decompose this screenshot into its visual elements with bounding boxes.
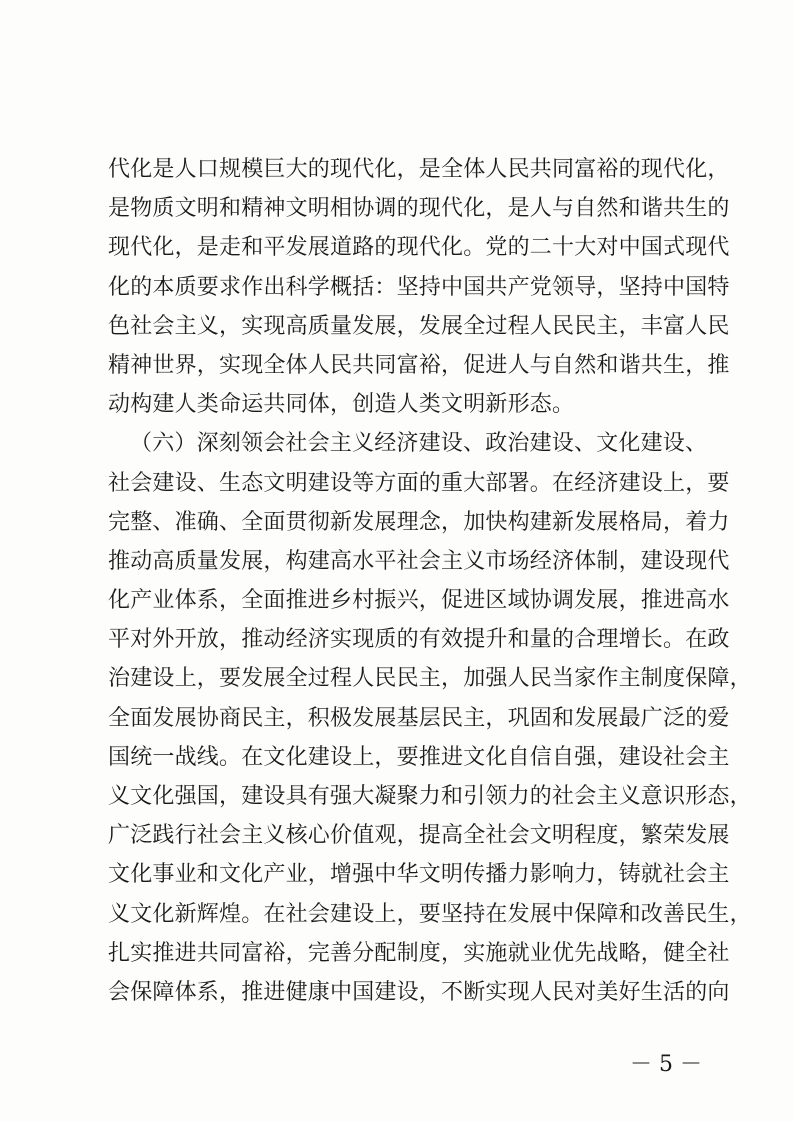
- text-line: 精神世界，实现全体人民共同富裕，促进人与自然和谐共生，推: [108, 352, 730, 378]
- paragraph-first-line: （六）深刻领会社会主义经济建设、政治建设、文化建设、: [130, 431, 708, 457]
- text-line: 全面发展协商民主，积极发展基层民主，巩固和发展最广泛的爱: [108, 705, 730, 731]
- text-line: 文化事业和文化产业，增强中华文明传播力影响力，铸就社会主: [108, 862, 730, 888]
- page-number: － 5 －: [630, 1052, 702, 1077]
- text-line: 国统一战线。在文化建设上，要推进文化自信自强，建设社会主: [108, 744, 730, 770]
- text-line: 义文化强国，建设具有强大凝聚力和引领力的社会主义意识形态，: [108, 784, 752, 809]
- text-line: 义文化新辉煌。在社会建设上，要坚持在发展中保障和改善民生，: [108, 901, 752, 927]
- text-line: 是物质文明和精神文明相协调的现代化，是人与自然和谐共生的: [108, 196, 730, 222]
- text-line: 色社会主义，实现高质量发展，发展全过程人民民主，丰富人民: [108, 313, 730, 339]
- text-line: 扎实推进共同富裕，完善分配制度，实施就业优先战略，健全社: [108, 940, 730, 966]
- text-line: 化产业体系，全面推进乡村振兴，促进区域协调发展，推进高水: [108, 588, 730, 614]
- text-line: 动构建人类命运共同体，创造人类文明新形态。: [108, 392, 575, 418]
- text-line: 会保障体系，推进健康中国建设，不断实现人民对美好生活的向: [108, 979, 730, 1005]
- text-line: 广泛践行社会主义核心价值观，提高全社会文明程度，繁荣发展: [108, 823, 730, 849]
- body-text: [108, 150, 752, 1012]
- text-line: 完整、准确、全面贯彻新发展理念，加快构建新发展格局，着力: [108, 509, 730, 535]
- text-line: 推动高质量发展，构建高水平社会主义市场经济体制，建设现代: [108, 548, 730, 574]
- text-line: 社会建设、生态文明建设等方面的重大部署。在经济建设上，要: [108, 470, 730, 496]
- text-line: 平对外开放，推动经济实现质的有效提升和量的合理增长。在政: [108, 627, 730, 653]
- text-line: 代化是人口规模巨大的现代化，是全体人民共同富裕的现代化，: [108, 157, 730, 182]
- text-line: 治建设上，要发展全过程人民民主，加强人民当家作主制度保障，: [108, 666, 752, 692]
- text-line: 化的本质要求作出科学概括：坚持中国共产党领导，坚持中国特: [108, 274, 730, 300]
- text-line: 现代化，是走和平发展道路的现代化。党的二十大对中国式现代: [108, 235, 730, 261]
